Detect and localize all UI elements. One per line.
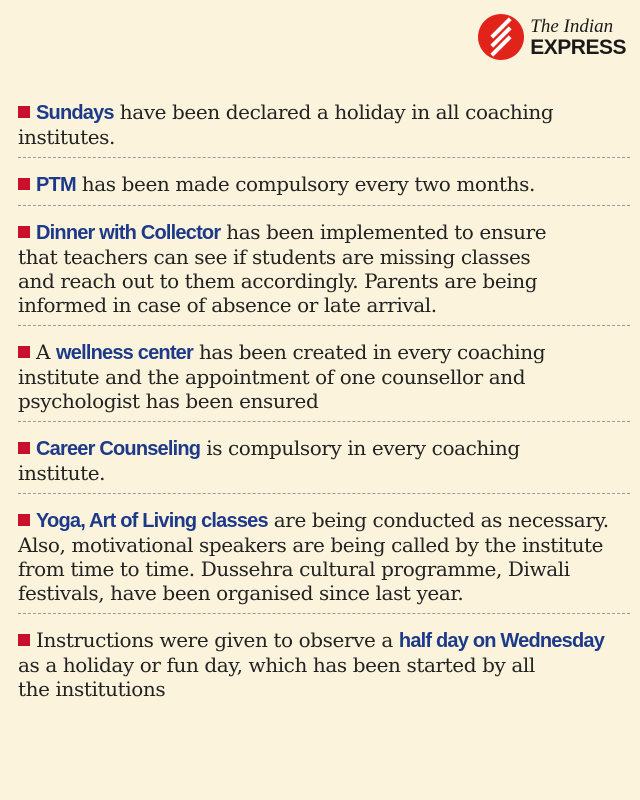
item-text: is compulsory in every coaching: [200, 436, 520, 460]
bullet-square-icon: [18, 634, 30, 646]
express-logo-icon: [478, 14, 524, 60]
brand-wordmark: [530, 17, 626, 58]
item-line: the institutions: [18, 677, 166, 701]
item-highlight: Career Counseling: [36, 438, 201, 460]
list-item-career-counseling: [18, 432, 630, 494]
item-highlight: Dinner with Collector: [36, 222, 221, 244]
item-line: informed in case of absence or late arrival.: [18, 293, 437, 317]
item-line: festivals, have been organised since last year.: [18, 581, 464, 605]
measures-list: [18, 96, 630, 719]
item-highlight: Yoga, Art of Living classes: [36, 510, 268, 532]
list-item-sundays: [18, 96, 630, 158]
list-item-ptm: [18, 168, 630, 206]
item-line: as a holiday or fun day, which has been started by all: [18, 653, 535, 677]
bullet-square-icon: [18, 442, 30, 454]
list-item-half-day-wednesday: [18, 624, 630, 709]
item-line: that teachers can see if students are missing classes: [18, 245, 531, 269]
bullet-square-icon: [18, 106, 30, 118]
item-line: Also, motivational speakers are being called by the institute: [18, 533, 604, 557]
bullet-square-icon: [18, 346, 30, 358]
item-text: has been implemented to ensure: [220, 220, 547, 244]
bullet-square-icon: [18, 178, 30, 190]
brand-line2: EXPRESS: [530, 35, 626, 59]
item-line: and reach out to them accordingly. Parents are being: [18, 269, 538, 293]
item-text: has been made compulsory every two months.: [75, 172, 535, 196]
bullet-square-icon: [18, 226, 30, 238]
bullet-square-icon: [18, 514, 30, 526]
item-text: are being conducted as necessary.: [267, 508, 609, 532]
list-item-wellness-center: [18, 336, 630, 422]
item-line: institute.: [18, 461, 106, 485]
brand-line1: The Indian: [530, 15, 614, 37]
list-item-dinner-with-collector: [18, 216, 630, 326]
item-highlight: wellness center: [56, 342, 193, 364]
item-highlight: Sundays: [36, 102, 114, 124]
brand-logo: [478, 14, 626, 60]
item-line: institutes.: [18, 125, 115, 149]
item-text: has been created in every coaching: [192, 340, 546, 364]
list-item-yoga-classes: [18, 504, 630, 614]
item-line: psychologist has been ensured: [18, 389, 319, 413]
item-line: institute and the appointment of one counsellor and: [18, 365, 526, 389]
item-prefix: A: [36, 340, 57, 364]
item-highlight: PTM: [36, 174, 76, 196]
item-text: have been declared a holiday in all coaching: [113, 100, 554, 124]
item-line: from time to time. Dussehra cultural programme, Diwali: [18, 557, 570, 581]
item-highlight: half day on Wednesday: [398, 630, 605, 652]
item-prefix: Instructions were given to observe a: [36, 628, 399, 652]
